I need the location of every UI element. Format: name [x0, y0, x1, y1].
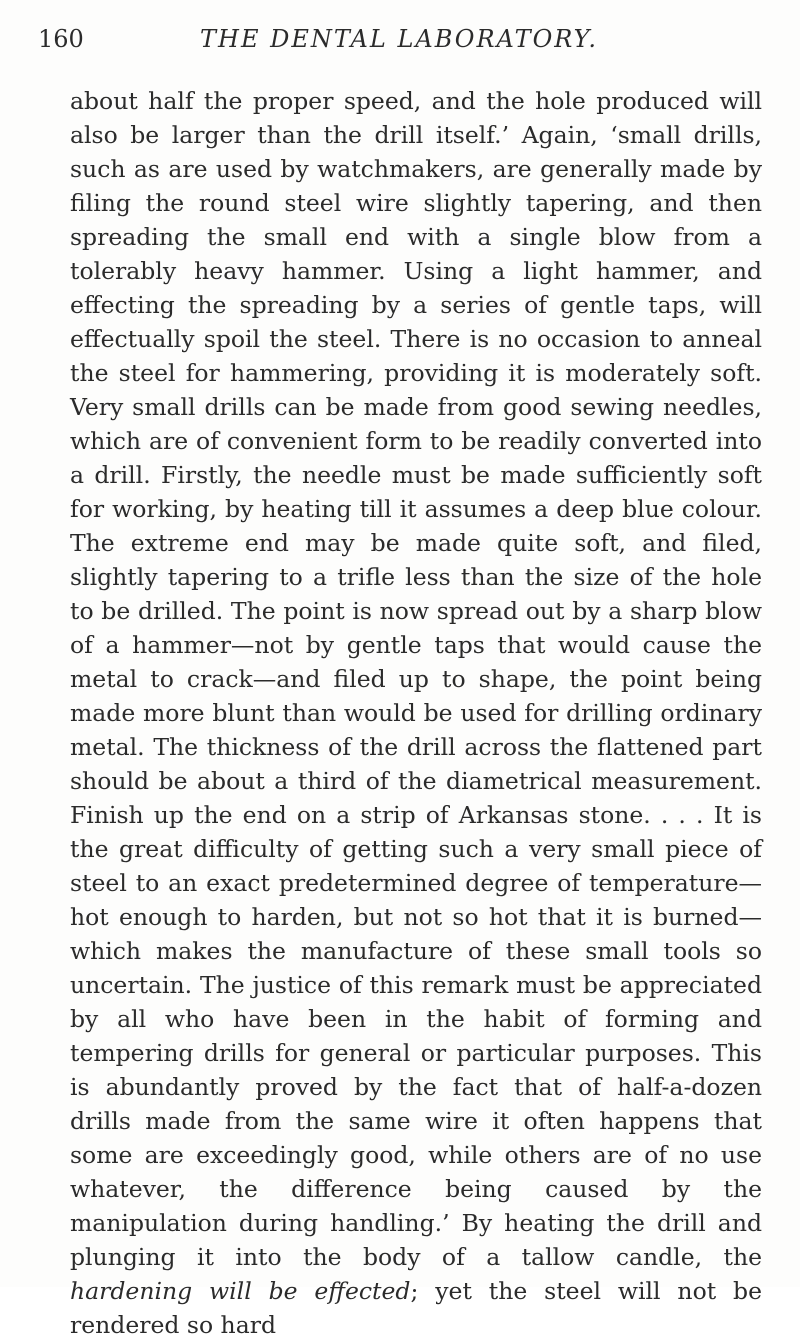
italic-phrase: hardening will be effected — [70, 1277, 411, 1305]
paragraph — [70, 84, 762, 1342]
running-title: THE DENTAL LABORATORY. — [200, 25, 598, 53]
body-text — [70, 84, 762, 1342]
paragraph-text: about half the proper speed, and the hole produced will also be larger than the drill itself.’ Again, ‘small drills, such as are used by watchmakers, are generally made by filing the round steel wire slightly tapering, and then spreading the small end with a single blow from a tolerably heavy hammer. Using a light hammer, and effecting the spreading by a series of gentle taps, will effectually spoil the steel. There is no occasion to anneal the steel for hammering, providing it is moderately soft. Very small drills can be made from good sewing needles, which are of convenient form to be readily converted into a drill. Firstly, the needle must be made sufficiently soft for working, by heating till it assumes a deep blue colour. The extreme end may be made quite soft, and filed, slightly tapering to a trifle less than the size of the hole to be drilled. The point is now spread out by a sharp blow of a hammer—not by gentle taps that would cause the metal to crack—and filed up to shape, the point being made more blunt than would be used for drilling ordinary metal. The thickness of the drill across the flattened part should be about a third of the diametrical measurement. Finish up the end on a strip of Arkansas stone. . . . It is the great difficulty of getting such a very small piece of steel to an exact predetermined degree of temperature—hot enough to harden, but not so hot that it is burned—which makes the manufacture of these small tools so uncertain. The justice of this remark must be appreciated by all who have been in the habit of forming and tempering drills for general or particular purposes. This is abundantly proved by the fact that of half-a-dozen drills made from the same wire it often happens that some are exceedingly good, while others are of no use whatever, the difference being caused by the manipulation during handling.’ By heating the drill and plunging it into the body of a tallow candle, the — [70, 87, 762, 1271]
running-head — [38, 22, 760, 56]
closing-text: ; yet the steel will not be rendered so hard — [70, 1277, 763, 1339]
page-number: 160 — [38, 25, 84, 53]
